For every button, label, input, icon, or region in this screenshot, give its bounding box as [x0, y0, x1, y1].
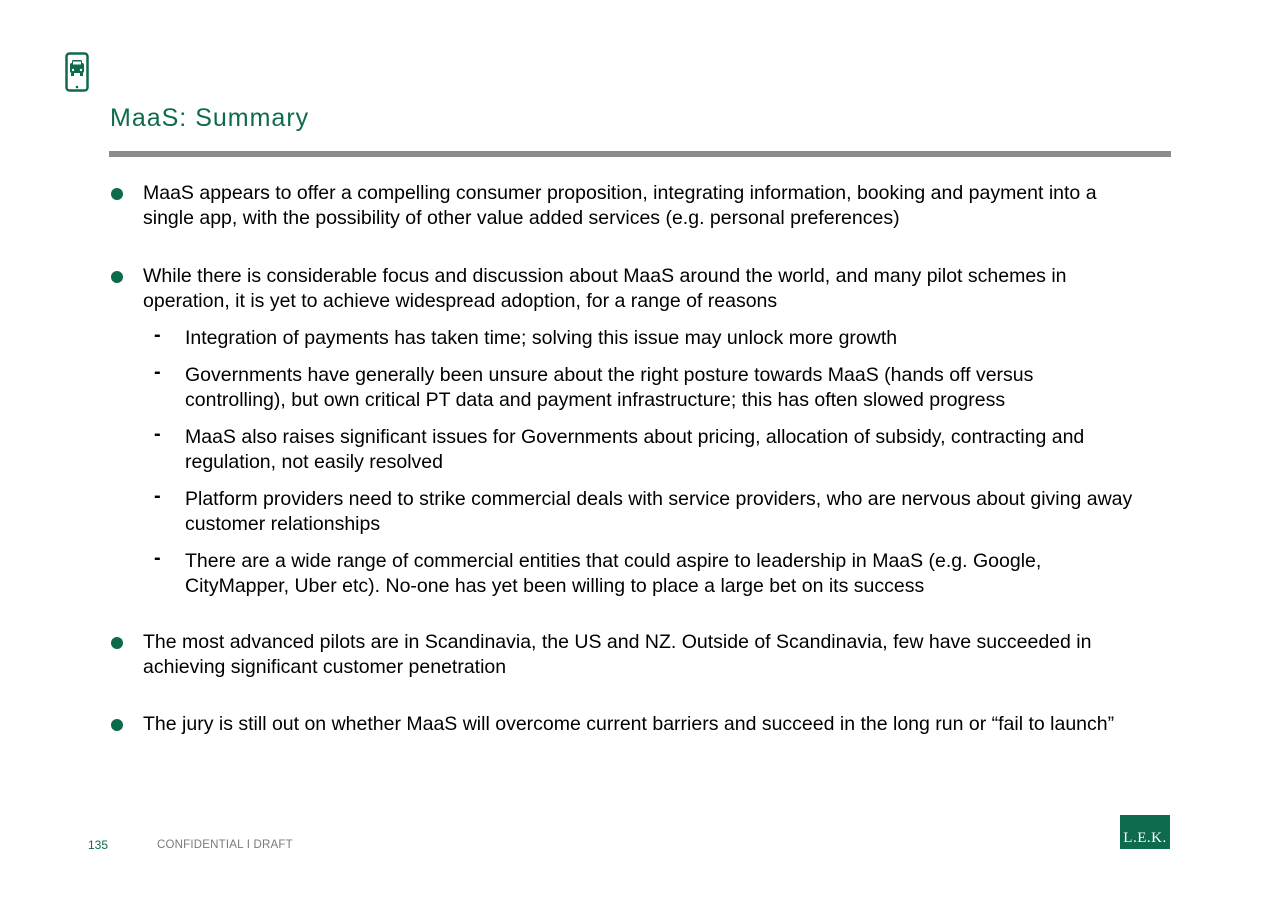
sub-bullet-item — [108, 549, 1138, 599]
lek-logo-text: L.E.K. — [1123, 830, 1167, 846]
sub-bullet-list — [108, 326, 1138, 599]
dash-marker-icon: - — [154, 324, 161, 346]
lek-logo — [1120, 815, 1170, 849]
bullet-text: The jury is still out on whether MaaS will overcome current barriers and succeed in the long run or “fail to launch” — [143, 713, 1115, 735]
bullet-text: The most advanced pilots are in Scandinavia, the US and NZ. Outside of Scandinavia, few have succeeded in achieving significant customer penetration — [143, 631, 1092, 678]
dash-marker-icon: - — [154, 547, 161, 569]
sub-bullet-item — [108, 487, 1138, 537]
sub-bullet-item — [108, 326, 1138, 351]
sub-bullet-item — [108, 363, 1138, 413]
summary-content — [108, 180, 1138, 737]
car-phone-icon — [65, 52, 89, 92]
bullet-item — [108, 712, 1138, 737]
sub-bullet-item — [108, 425, 1138, 475]
page-number: 135 — [88, 838, 109, 852]
bullet-item — [108, 630, 1138, 680]
sub-bullet-text: Integration of payments has taken time; solving this issue may unlock more growth — [185, 327, 898, 349]
sub-bullet-text: Governments have generally been unsure about the right posture towards MaaS (hands off versus controlling), but own critical PT data and payment infrastructure; this has often slowed progress — [185, 364, 1034, 411]
bullet-dot-icon — [111, 637, 123, 649]
bullet-item — [108, 264, 1138, 314]
bullet-dot-icon — [111, 188, 123, 200]
sub-bullet-text: MaaS also raises significant issues for Governments about pricing, allocation of subsidy, contracting and regulation, not easily resolved — [185, 426, 1085, 473]
sub-bullet-text: There are a wide range of commercial entities that could aspire to leadership in MaaS (e.g. Google, CityMapper, Uber etc). No-one has yet been willing to place a large bet on its success — [185, 550, 1042, 597]
sub-bullet-text: Platform providers need to strike commercial deals with service providers, who are nervous about giving away customer relationships — [185, 488, 1133, 535]
bullet-dot-icon — [111, 271, 123, 283]
bullet-text: While there is considerable focus and discussion about MaaS around the world, and many pilot schemes in operation, it is yet to achieve widespread adoption, for a range of reasons — [143, 265, 1067, 312]
bullet-dot-icon — [111, 719, 123, 731]
bullet-item — [108, 181, 1138, 231]
title-divider — [109, 151, 1171, 157]
dash-marker-icon: - — [154, 423, 161, 445]
bullet-text: MaaS appears to offer a compelling consumer proposition, integrating information, booking and payment into a single app, with the possibility of other value added services (e.g. personal preferences) — [143, 182, 1097, 229]
confidential-label: CONFIDENTIAL I DRAFT — [157, 839, 293, 851]
dash-marker-icon: - — [154, 485, 161, 507]
dash-marker-icon: - — [154, 361, 161, 383]
page-title: MaaS: Summary — [110, 104, 310, 132]
